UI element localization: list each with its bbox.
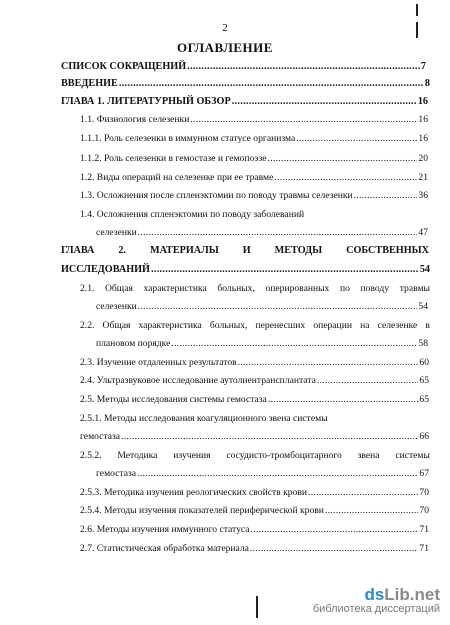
toc-entry-2-5-2[interactable]: гемостаза ..... 67 [96,468,429,479]
toc-entry-1-1[interactable]: 1.1. Физиология селезенки ..... 16 [80,114,428,125]
toc-entry-1-3[interactable]: 1.3. Осложнения после спленэктомии по поводу травмы селезенки ..... 36 [80,190,428,201]
toc-entry-1-1-2[interactable]: 1.1.2. Роль селезенки в гемостазе и гемопоэзе ..... 20 [80,153,428,164]
toc-entry-chapter2-line1[interactable]: ГЛАВА 2. МАТЕРИАЛЫ И МЕТОДЫ СОБСТВЕННЫХ [61,245,429,256]
toc-entry-2-5[interactable]: 2.5. Методы исследования системы гемостаза ..... 65 [80,394,429,405]
dslib-watermark[interactable] [313,585,440,615]
toc-entry-2-5-1[interactable]: гемостаза ..... 66 [80,431,429,442]
toc-entry-1-2[interactable]: 1.2. Виды операций на селезенке при ее травме ..... 21 [80,172,428,183]
toc-entry-chapter2[interactable]: ИССЛЕДОВАНИЙ ..... 54 [61,264,430,275]
toc-entry-2-2-line1[interactable]: 2.2. Общая характеристика больных, перенесших операции на селезенке в [80,320,430,331]
toc-entry-2-5-1-line1[interactable]: 2.5.1. Методы исследования коагуляционного звена системы [80,413,328,424]
dslib-subtitle: библиотека диссертаций [312,603,440,615]
toc-entry-1-1-1[interactable]: 1.1.1. Роль селезенки в иммунном статусе организма ..... 16 [80,133,428,144]
toc-entry-2-1-line1[interactable]: 2.1. Общая характеристика больных, оперированных по поводу травмы [80,283,430,294]
toc-entry-2-4[interactable]: 2.4. Ультразвуковое исследование аутолиентрансплантата ..... 65 [80,375,429,386]
toc-entry-abbreviations[interactable]: СПИСОК СОКРАЩЕНИЙ ..... 7 [61,61,426,72]
toc-entry-2-2[interactable]: плановом порядке ..... 58 [96,338,428,349]
dslib-logo: dsLib.net [364,585,440,604]
toc-entry-2-7[interactable]: 2.7. Статистическая обработка материала ..... 71 [80,543,429,554]
page-number: 2 [222,22,228,34]
page-title: ОГЛАВЛЕНИЕ [177,40,273,55]
toc-entry-introduction[interactable]: ВВЕДЕНИЕ ..... 8 [61,78,430,89]
toc-entry-2-5-2-line1[interactable]: 2.5.2. Методика изучения сосудисто-тромбоцитарного звена системы [80,450,430,461]
toc-entry-2-5-3[interactable]: 2.5.3. Методика изучения реологических свойств крови ..... 70 [80,487,429,498]
toc-entry-2-3[interactable]: 2.3. Изучение отдаленных результатов ..... 60 [80,357,429,368]
toc-entry-chapter1[interactable]: ГЛАВА 1. ЛИТЕРАТУРНЫЙ ОБЗОР ..... 16 [61,96,428,107]
toc-entry-1-4[interactable]: селезенки ..... 47 [96,227,428,238]
toc-entry-2-5-4[interactable]: 2.5.4. Методы изучения показателей периферической крови ..... 70 [80,505,429,516]
toc-entry-2-1[interactable]: селезенки ..... 54 [96,301,428,312]
toc-entry-1-4-line1[interactable]: 1.4. Осложнения спленэктомии по поводу заболеваний [80,209,305,220]
toc-entry-2-6[interactable]: 2.6. Методы изучения иммунного статуса ..... 71 [80,524,429,535]
